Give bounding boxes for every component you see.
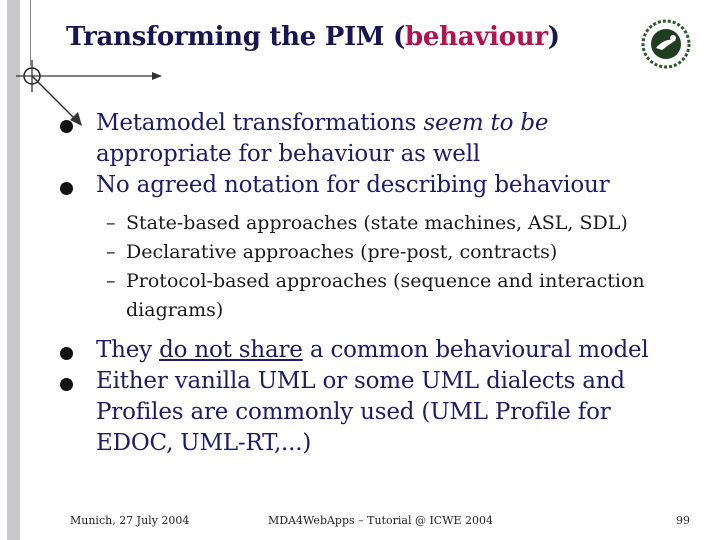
bullet-uml-dialects: Either vanilla UML or some UML dialects and Profiles are commonly used (UML Profile for EDOC, UML-RT,...) <box>58 366 708 459</box>
sub-bullet-protocol-based: – Protocol-based approaches (sequence and interaction diagrams) <box>58 267 708 325</box>
footer-date: Munich, 27 July 2004 <box>70 514 190 527</box>
sub-bullet-declarative: – Declarative approaches (pre-post, contracts) <box>58 238 708 267</box>
bullet-no-common-model: They do not share a common behavioural model <box>58 335 708 366</box>
footer-page-number: 99 <box>676 514 690 527</box>
bullet-no-agreed-notation: No agreed notation for describing behaviour <box>58 170 708 201</box>
sub-bullet-state-based: – State-based approaches (state machines, ASL, SDL) <box>58 209 708 238</box>
university-seal-logo <box>640 18 692 70</box>
underlined-phrase: do not share <box>159 337 303 363</box>
title-divider <box>30 0 31 66</box>
title-accent-word: behaviour <box>405 22 548 52</box>
slide-title: Transforming the PIM (behaviour) <box>66 22 560 52</box>
bullet-metamodel-transformations: Metamodel transformations seem to be appropriate for behaviour as well <box>58 108 708 170</box>
slide-content <box>58 108 708 459</box>
footer-event: MDA4WebApps – Tutorial @ ICWE 2004 <box>268 514 494 527</box>
